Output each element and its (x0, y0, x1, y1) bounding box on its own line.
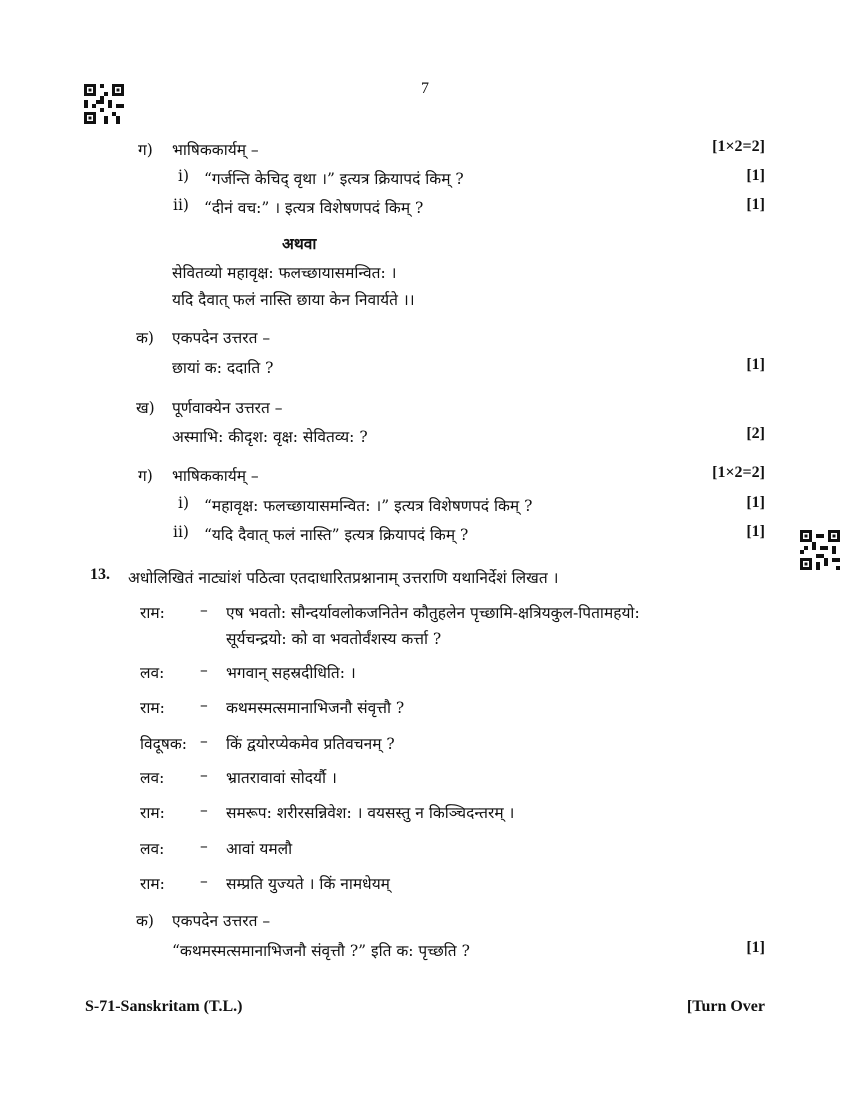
part-g1-label: ग) (138, 141, 153, 159)
dialogue-6-speaker: राम: (140, 804, 165, 822)
part-k1-question: छायां क: ददाति ? (172, 359, 274, 377)
part-g1-heading: भाषिककार्यम् – (172, 141, 259, 159)
part-g2-item-2-text: “यदि दैवात् फलं नास्ति” इत्यत्र क्रियापदं किम् ? (204, 526, 469, 544)
dialogue-5-speaker: लव: (140, 769, 165, 787)
q13-part-k-label: क) (136, 912, 154, 930)
dialogue-8-speaker: राम: (140, 875, 165, 893)
footer-turn-over: [Turn Over (686, 998, 765, 1015)
part-g2-item-1-marks: [1] (746, 494, 765, 511)
dialogue-6-dash: – (200, 801, 208, 819)
verse-line-1: सेवितव्यो महावृक्ष: फलच्छायासमन्वित: । (172, 264, 397, 282)
dialogue-5-dash: – (200, 766, 208, 784)
dialogue-6-line-1: समरूप: शरीरसन्निवेश: । वयसस्तु न किञ्चिदन्तरम् । (226, 804, 515, 822)
part-kh-heading: पूर्णवाक्येन उत्तरत – (172, 399, 283, 417)
dialogue-1-line-2: सूर्यचन्द्रयो: को वा भवतोर्वंशस्य कर्त्ता ? (226, 630, 442, 648)
dialogue-1-line-1: एष भवतो: सौन्दर्यावलोकजनितेन कौतुहलेन पृच्छामि-क्षत्रियकुल-पितामहयो: (226, 604, 640, 622)
q13-instruction: अधोलिखितं नाट्यांशं पठित्वा एतदाधारितप्रश्नानाम् उत्तराणि यथानिर्देशं लिखत । (128, 569, 559, 587)
part-g1-marks: [1×2=2] (712, 138, 765, 155)
q13-part-k-question: “कथमस्मत्समानाभिजनौ संवृत्तौ ?” इति क: पृच्छति ? (172, 942, 470, 960)
part-kh-label: ख) (136, 399, 155, 417)
dialogue-7-speaker: लव: (140, 840, 165, 858)
part-kh-marks: [2] (746, 425, 765, 442)
dialogue-4-speaker: विदूषक: (140, 735, 187, 753)
part-k1-label: क) (136, 329, 154, 347)
part-g2-item-1-num: i) (178, 494, 190, 512)
dialogue-5-line-1: भ्रातरावावां सोदर्यौ । (226, 769, 337, 787)
part-g2-item-2-marks: [1] (746, 523, 765, 540)
verse-line-2: यदि दैवात् फलं नास्ति छाया केन निवार्यते ।। (172, 291, 415, 309)
part-g1-item-1-marks: [1] (746, 167, 765, 184)
part-k1-marks: [1] (746, 356, 765, 373)
part-g2-heading: भाषिककार्यम् – (172, 467, 259, 485)
part-kh-question: अस्माभि: कीदृश: वृक्ष: सेवितव्य: ? (172, 428, 368, 446)
part-g1-item-1-text: “गर्जन्ति केचिद् वृथा ।” इत्यत्र क्रियापदं किम् ? (204, 170, 464, 188)
dialogue-8-line-1: सम्प्रति युज्यते । किं नामधेयम् (226, 875, 390, 893)
dialogue-7-line-1: आवां यमलौ (226, 840, 293, 858)
dialogue-1-dash: – (200, 601, 208, 619)
part-g2-label: ग) (138, 467, 153, 485)
part-k1-heading: एकपदेन उत्तरत – (172, 329, 271, 347)
dialogue-2-speaker: लव: (140, 664, 165, 682)
part-g1-item-1-num: i) (178, 167, 190, 185)
part-g1-item-2-num: ii) (173, 196, 189, 214)
dialogue-1-speaker: राम: (140, 604, 165, 622)
dialogue-7-dash: – (200, 837, 208, 855)
part-g2-marks: [1×2=2] (712, 464, 765, 481)
part-g1-item-2-marks: [1] (746, 196, 765, 213)
dialogue-2-dash: – (200, 661, 208, 679)
dialogue-8-dash: – (200, 872, 208, 890)
dialogue-3-line-1: कथमस्मत्समानाभिजनौ संवृत्तौ ? (226, 699, 405, 717)
athava-heading: अथवा (282, 234, 317, 253)
dialogue-2-line-1: भगवान् सहस्रदीधिति: । (226, 664, 356, 682)
dialogue-3-speaker: राम: (140, 699, 165, 717)
qr-code-top-left (84, 84, 124, 124)
q13-number: 13. (90, 566, 110, 583)
page-number: 7 (421, 80, 429, 97)
qr-code-right (800, 530, 840, 570)
part-g2-item-2-num: ii) (173, 523, 189, 541)
q13-part-k-marks: [1] (746, 939, 765, 956)
dialogue-4-dash: – (200, 732, 208, 750)
part-g1-item-2-text: “दीनं वच:” । इत्यत्र विशेषणपदं किम् ? (204, 199, 424, 217)
part-g2-item-1-text: “महावृक्ष: फलच्छायासमन्वित: ।” इत्यत्र विशेषणपदं किम् ? (204, 497, 533, 515)
dialogue-4-line-1: किं द्वयोरप्येकमेव प्रतिवचनम् ? (226, 735, 395, 753)
dialogue-3-dash: – (200, 696, 208, 714)
footer-paper-code: S-71-Sanskritam (T.L.) (85, 998, 243, 1015)
q13-part-k-heading: एकपदेन उत्तरत – (172, 912, 271, 930)
